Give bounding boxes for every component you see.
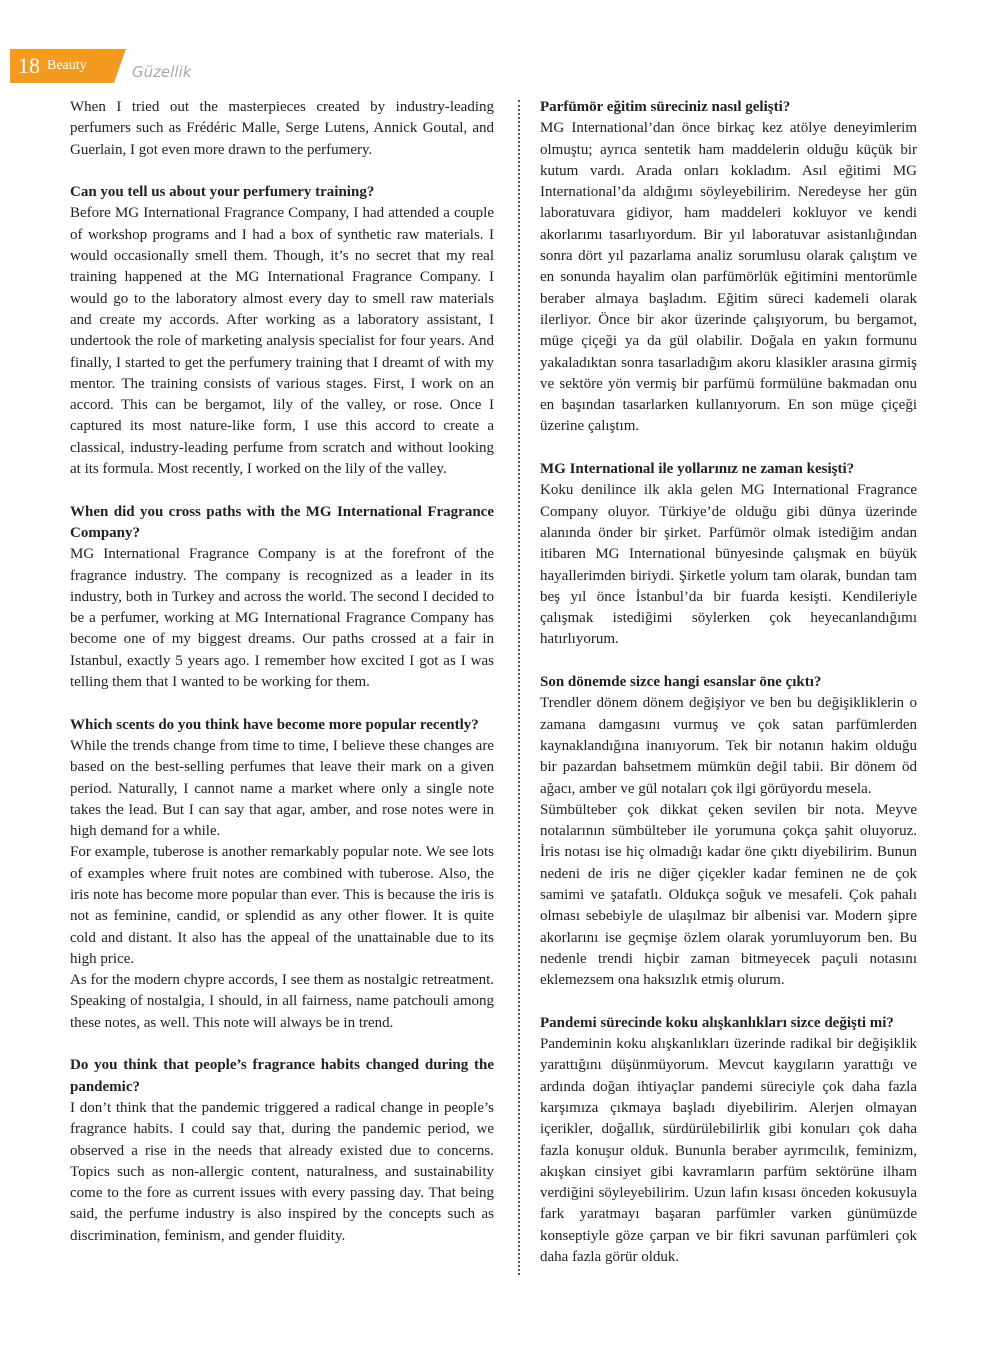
question-heading: Pandemi sürecinde koku alışkanlıkları sizce değişti mi? [540,1014,894,1031]
section-label: Beauty [47,58,87,73]
qa-pandemic-tr [540,1013,917,1269]
turkish-column [540,97,917,1290]
page-number: 18 [18,53,40,78]
question-heading: MG International ile yollarınız ne zaman kesişti? [540,461,855,478]
intro-paragraph: When I tried out the masterpieces created by industry-leading perfumers such as Frédéric Malle, Serge Lutens, Annick Goutal, and Guerlain, I got even more drawn to the perfumery. [70,99,494,158]
answer-paragraph: For example, tuberose is another remarkably popular note. We see lots of examples where fruit notes are combined with tuberose. Also, the iris note has become more popular than ever. This is because the iris is not as feminine, candid, or splendid as any other flower. It is quite cold and distant. It also has the appeal of the unattainable due to its high price. [70,844,494,967]
question-heading: Son dönemde sizce hangi esanslar öne çıktı? [540,674,822,691]
section-label-turkish: Güzellik [132,63,192,81]
page-header [10,49,191,83]
intro-block [70,97,494,161]
answer-paragraph: As for the modern chypre accords, I see them as nostalgic retreatment. Speaking of nostalgia, I should, in all fairness, name patchouli among these notes, as well. This note will always be in trend. [70,972,494,1031]
answer-paragraph: Before MG International Fragrance Company, I had attended a couple of workshop programs and I had a box of synthetic raw materials. I would occasionally smell them. Though, it’s no secret that my real training happened at the MG International Fragrance Company. I would go to the laboratory almost every day to smell raw materials and create my accords. After working as a laboratory assistant, I undertook the role of marketing analysis specialist for four years. And finally, I started to get the perfumery training that I dreamt of with my mentor. The training consists of various stages. First, I work on an accord. This can be bergamot, lily of the valley, or rose. Once I captured its most nature-like form, I use this accord to create a classical, industry-leading perfume from scratch and without looking at its formula. Most recently, I worked on the lily of the valley. [70,205,494,478]
answer-paragraph: Pandeminin koku alışkanlıkları üzerinde radikal bir değişiklik yarattığını düşünmüyorum. Mevcut kaygıların yarattığı ve ardında doğan ihtiyaçlar pandemi süreciyle çok daha fazla karşımıza çıkmaya başladı diyebilirim. Alerjen olmayan içerikler, doğallık, sürdürülebilirlik gibi konuları çok daha fazla konuşur olduk. Bununla beraber ayrımcılık, feminizm, akışkan cinsiyet gibi kavramların parfüm sektörüne ilham verdiğini söyleyebilirim. Uzun lafın kısası önceden kokusuyla fark yaratmayı başaran parfümler varken günümüzde konseptiyle göze çarpan ve bir fikri savunan parfümleri çok daha fazla görür olduk. [540,1036,917,1266]
answer-paragraph: MG International’dan önce birkaç kez atölye deneyimlerim olmuştu; ayrıca sentetik ham maddelerin olduğu küçük bir kutum vardı. Arada onları kokladım. Asıl eğitimi MG International’da aldığımı söyleyebilirim. Neredeyse her gün laboratuvara gidiyor, ham maddeleri kokluyor ve kendi akorlarımı tasarlıyordum. Bir yıl laboratuvar asistanlığından sonra dört yıl pazarlama analiz sorumlusu olarak çalıştım ve en sonunda hayalim olan parfümörlük eğitimini mentorümle beraber almaya başladım. Eğitim süreci kademeli olarak ilerliyor. Önce bir akor üzerinde çalışıyorum, bu bergamot, müge çiçeği ya da gül olabilir. Doğala en yakın formunu yakaladıktan sonra tasarladığım akoru klasikler arasına girmiş ve sektöre yön vermiş bir parfümü formülüne bakmadan onu en başından tasarlarken kullanıyorum. En son müge çiçeği üzerine çalıştım. [540,120,917,435]
qa-popular-scents [70,715,494,1034]
qa-popular-scents-tr [540,672,917,991]
answer-paragraph: Trendler dönem dönem değişiyor ve ben bu değişikliklerin o zamana damgasını vurmuş ve çok satan parfümlerden kaynaklandığına inanıyorum. Tek bir notanın hakim olduğu bir pazardan bahsetmem mümkün değil tabii. Bir dönem öd ağacı, amber ve gül notaları çok ilgi görüyordu mesela. [540,695,917,797]
answer-paragraph: While the trends change from time to time, I believe these changes are based on the best-selling perfumes that leave their mark on a given period. Naturally, I cannot name a market where only a single note takes the lead. But I can say that agar, amber, and rose notes were in high demand for a while. [70,737,494,840]
question-heading: When did you cross paths with the MG International Fragrance Company? [70,503,494,541]
question-heading: Parfümör eğitim süreciniz nasıl gelişti? [540,99,791,115]
question-heading: Which scents do you think have become more popular recently? [70,716,479,733]
qa-pandemic [70,1055,494,1247]
qa-cross-paths-tr [540,459,917,651]
question-heading: Can you tell us about your perfumery training? [70,184,375,201]
section-tab [10,49,114,83]
qa-training-tr [540,97,917,438]
answer-paragraph: I don’t think that the pandemic triggered a radical change in people’s fragrance habits. I could say that, during the pandemic period, we observed a rise in the needs that already existed due to concerns. Topics such as non-allergic content, naturalness, and sustainability come to the fore as current issues with every passing day. That being said, the perfume industry is also inspired by the concepts such as discrimination, feminism, and gender fluidity. [70,1099,494,1244]
qa-cross-paths [70,502,494,694]
column-divider [518,100,520,1275]
qa-training [70,182,494,480]
english-column [70,97,494,1268]
answer-paragraph: Sümbülteber çok dikkat çeken sevilen bir nota. Meyve notalarının sümbülteber ile yorumuna çokça şahit oluyoruz. İris notası ise hiç olmadığı kadar öne çıktı diyebilirim. Bunun nedeni de iris ne diğer çiçekler kadar feminen ne de çok samimi ve şatafatlı. Oldukça soğuk ve mesafeli. Çok pahalı olması sebebiyle de ulaşılmaz bir albenisi var. Modern şipre akorlarını ise geçmişe özlem olarak yorumluyorum ben. Bu nedenle trendi hiçbir zaman bitmeyecek paçuli notasını eklemezsem ona haksızlık etmiş olurum. [540,801,917,989]
answer-paragraph: Koku denilince ilk akla gelen MG International Fragrance Company oluyor. Türkiye’de olduğu gibi dünya üzerinde alanında önder bir şirket. Parfümör olmak istediğim andan itibaren MG International bünyesinde çalışmak en büyük hayallerimden biriydi. Şirketle yolum tam olarak, bundan tam beş yıl önce İstanbul’da bir fuarda kesişti. Kendileriyle çalışmak istediğimi söylerken çok heyecanlandığımı hatırlıyorum. [540,482,917,648]
answer-paragraph: MG International Fragrance Company is at the forefront of the fragrance industry. The company is recognized as a leader in its industry, both in Turkey and across the world. The second I decided to be a perfumer, working at MG International Fragrance Company has become one of my biggest dreams. Our paths crossed at a fair in Istanbul, exactly 5 years ago. I remember how excited I got as I was telling them that I wanted to be working for them. [70,546,494,691]
question-heading: Do you think that people’s fragrance habits changed during the pandemic? [70,1057,494,1095]
